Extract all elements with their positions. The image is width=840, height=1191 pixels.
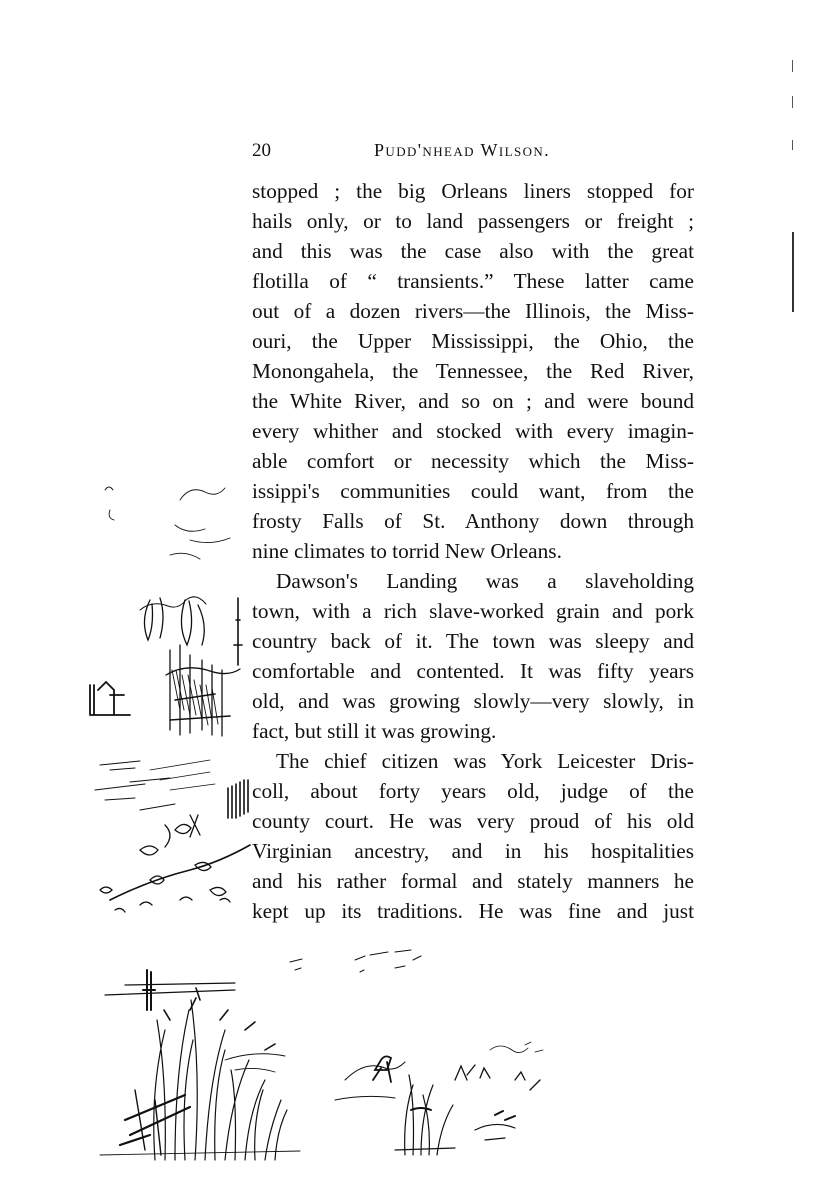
text-line: flotilla of “ transients.” These latter came [252,269,694,293]
text-line: old, and was growing slowly—very slowly, in [252,689,694,713]
text-line: Virginian ancestry, and in his hospitalities [252,839,694,863]
text-line: nine climates to torrid New Orleans. [252,539,562,563]
text-line: hails only, or to land passengers or freight ; [252,209,694,233]
text-line: comfortable and contented. It was fifty years [252,659,694,683]
text-line: The chief citizen was York Leicester Dris- [276,749,694,773]
running-head [252,140,692,164]
text-line: county court. He was very proud of his old [252,809,694,833]
text-line: kept up its traditions. He was fine and just [252,899,694,923]
body-text [252,176,694,926]
edge-mark [792,96,793,108]
edge-mark [792,140,793,150]
text-line: the White River, and so on ; and were bound [252,389,694,413]
text-line: coll, about forty years old, judge of the [252,779,694,803]
edge-mark [792,232,794,312]
text-line: every whither and stocked with every imagin- [252,419,694,443]
text-line: fact, but still it was growing. [252,719,497,743]
text-line: ouri, the Upper Mississippi, the Ohio, the [252,329,694,353]
edge-mark [792,60,793,72]
text-line: Dawson's Landing was a slaveholding [276,569,694,593]
text-line: and his rather formal and stately manners he [252,869,694,893]
text-line: Monongahela, the Tennessee, the Red River, [252,359,694,383]
text-line: out of a dozen rivers—the Illinois, the Miss- [252,299,694,323]
text-line: able comfort or necessity which the Miss- [252,449,694,473]
page-number: 20 [252,140,271,161]
field-fence-grass-sketch-icon [95,940,565,1165]
town-riverbank-sketch-icon [80,470,252,920]
text-line: issippi's communities could want, from the [252,479,694,503]
text-line: country back of it. The town was sleepy and [252,629,694,653]
text-line: and this was the case also with the great [252,239,694,263]
running-title: Pudd'nhead Wilson. [374,140,551,160]
text-line: town, with a rich slave-worked grain and pork [252,599,694,623]
text-line: frosty Falls of St. Anthony down through [252,509,694,533]
text-line: stopped ; the big Orleans liners stopped for [252,179,694,203]
